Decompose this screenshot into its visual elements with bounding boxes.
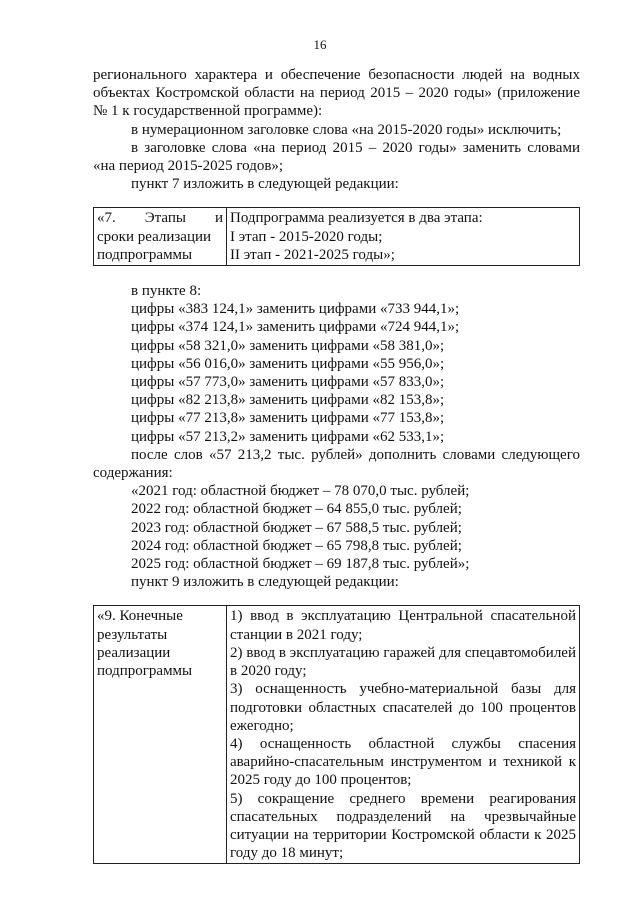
paragraph-replace-title: в заголовке слова «на период 2015 – 2020 годы» заменить словами «на период 2015-2025 годов»;: [93, 139, 580, 175]
cell-line: I этап - 2015-2020 годы;: [230, 228, 383, 245]
result-item: 4) оснащенность областной службы спасения аварийно-спасательным инструментом и техникой к 2025 году до 100 процентов;: [230, 735, 576, 789]
cell-line: реализации: [97, 644, 171, 661]
cell-line: II этап - 2021-2025 годы»;: [230, 246, 395, 263]
document-body: [93, 66, 580, 864]
result-item: 2) ввод в эксплуатацию гаражей для спецавтомобилей в 2020 году;: [230, 644, 576, 680]
result-item: 1) ввод в эксплуатацию Центральной спасательной станции в 2021 году;: [230, 608, 576, 643]
budget-line: 2024 год: областной бюджет – 65 798,8 тыс. рублей;: [131, 537, 462, 554]
cell-line: подпрограммы: [97, 246, 193, 263]
cell-line: «9. Конечные: [97, 608, 183, 625]
paragraph-add-words: после слов «57 213,2 тыс. рублей» дополнить словами следующего содержания:: [93, 446, 580, 482]
replacement-line: цифры «57 213,2» заменить цифрами «62 533,1»;: [131, 428, 445, 445]
page-number: 16: [313, 37, 327, 52]
replacement-line: цифры «383 124,1» заменить цифрами «733 944,1»;: [131, 301, 460, 318]
cell-line: подпрограммы: [97, 663, 193, 680]
table-point-9: [93, 605, 580, 864]
table-point-7: [93, 207, 580, 266]
table-cell-label: [94, 208, 227, 266]
replacement-line: цифры «57 773,0» заменить цифрами «57 833,0»;: [131, 374, 445, 391]
paragraph-exclude-words: в нумерационном заголовке слова «на 2015-2020 годы» исключить;: [131, 121, 562, 138]
paragraph-continuation: регионального характера и обеспечение безопасности людей на водных объектах Костромской области на период 2015 – 2020 годы» (приложение № 1 к государственной программе):: [93, 67, 580, 120]
cell-line: Подпрограмма реализуется в два этапа:: [230, 210, 483, 227]
result-item: 3) оснащенность учебно-материальной базы для подготовки областных спасателей до 100 процентов ежегодно;: [230, 681, 576, 734]
cell-line: «7. Этапы и: [97, 210, 223, 227]
paragraph-point9-intro: пункт 9 изложить в следующей редакции:: [131, 574, 399, 591]
paragraph-point7-intro: пункт 7 изложить в следующей редакции:: [131, 176, 399, 193]
budget-line: 2023 год: областной бюджет – 67 588,5 тыс. рублей;: [131, 519, 462, 536]
budget-line: «2021 год: областной бюджет – 78 070,0 тыс. рублей;: [131, 483, 470, 500]
table-cell-value: [227, 208, 580, 266]
budget-line: 2022 год: областной бюджет – 64 855,0 тыс. рублей;: [131, 501, 462, 518]
result-item: 5) сокращение среднего времени реагирования спасательных подразделений на чрезвычайные ситуации на территории Костромской области к 2025 году до 18 минут;: [230, 790, 576, 862]
replacement-line: цифры «58 321,0» заменить цифрами «58 381,0»;: [131, 337, 445, 354]
replacement-line: цифры «56 016,0» заменить цифрами «55 956,0»;: [131, 355, 445, 372]
cell-line: результаты: [97, 626, 168, 643]
replacement-line: цифры «77 213,8» заменить цифрами «77 153,8»;: [131, 410, 445, 427]
table-cell-value: [227, 606, 580, 864]
table-cell-label: [94, 606, 227, 864]
cell-line: сроки реализации: [97, 228, 212, 245]
table-row: [94, 606, 580, 864]
table-row: [94, 208, 580, 266]
point8-heading: в пункте 8:: [131, 283, 202, 300]
budget-line: 2025 год: областной бюджет – 69 187,8 тыс. рублей»;: [131, 556, 470, 573]
replacement-line: цифры «82 213,8» заменить цифрами «82 153,8»;: [131, 392, 445, 409]
replacement-line: цифры «374 124,1» заменить цифрами «724 944,1»;: [131, 319, 460, 336]
